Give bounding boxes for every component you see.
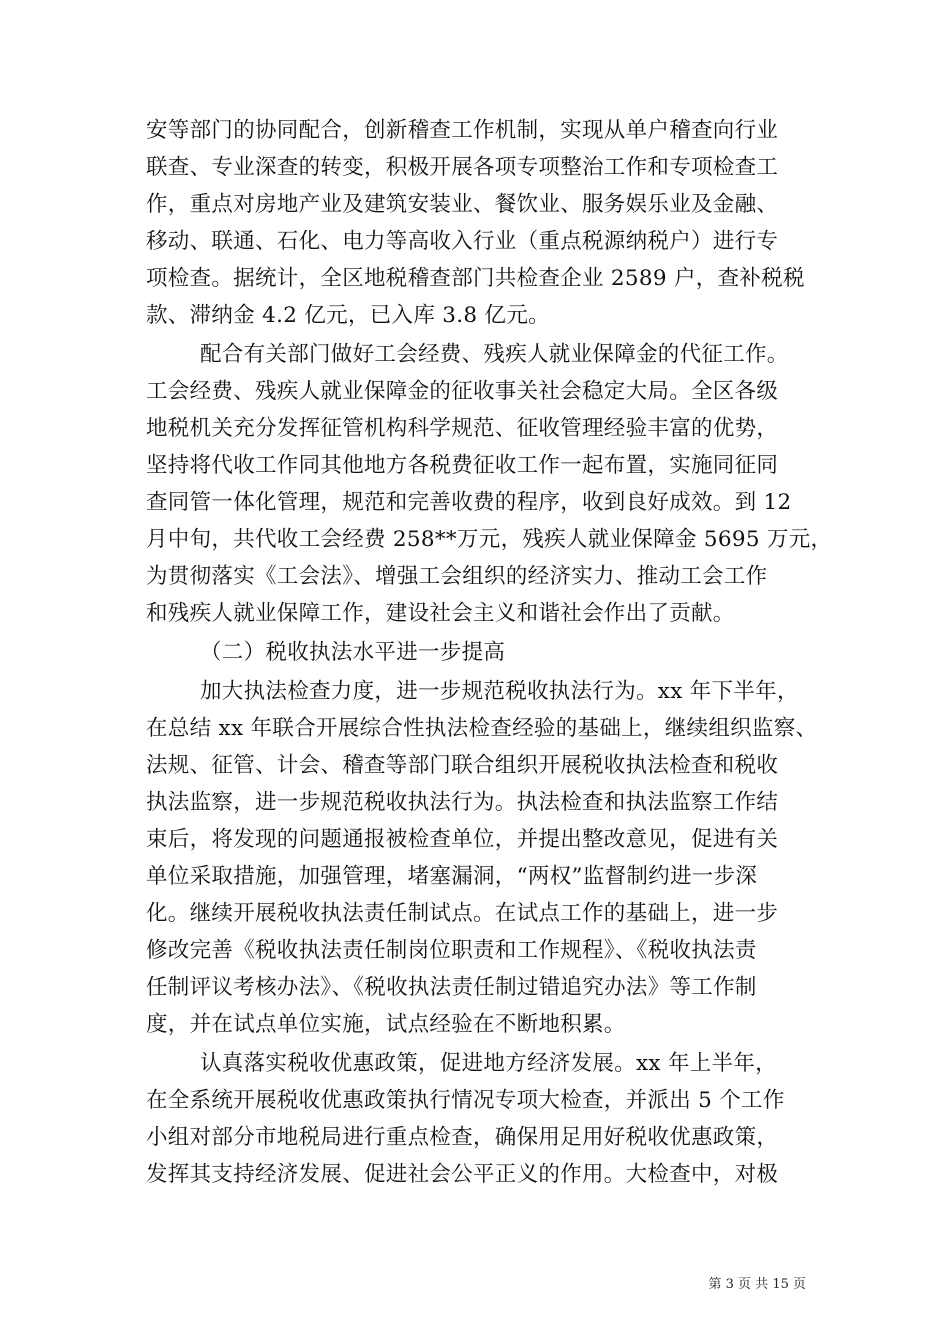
body-text-line: 化。继续开展税收执法责任制试点。在试点工作的基础上，进一步 bbox=[146, 901, 779, 926]
body-text-line: 度，并在试点单位实施，试点经验在不断地积累。 bbox=[146, 1012, 626, 1037]
body-text-line: 在全系统开展税收优惠政策执行情况专项大检查，并派出 5 个工作 bbox=[146, 1088, 785, 1113]
page-number-footer: 第 3 页 共 15 页 bbox=[708, 1277, 806, 1292]
body-text-line: 坚持将代收工作同其他地方各税费征收工作一起布置，实施同征同 bbox=[146, 453, 779, 478]
body-text-line: 单位采取措施，加强管理，堵塞漏洞，“两权”监督制约进一步深 bbox=[146, 864, 758, 889]
body-text-line: 查同管一体化管理，规范和完善收费的程序，收到良好成效。到 12 bbox=[146, 490, 792, 515]
body-text-line: 任制评议考核办法》、《税收执法责任制过错追究办法》等工作制 bbox=[146, 975, 757, 1000]
body-text-line: 法规、征管、计会、稽查等部门联合组织开展税收执法检查和税收 bbox=[146, 753, 779, 778]
body-text-line: 项检查。据统计，全区地税稽查部门共检查企业 2589 户，查补税税 bbox=[146, 266, 805, 291]
body-text-line: 月中旬，共代收工会经费 258**万元，残疾人就业保障金 5695 万元， bbox=[146, 527, 833, 552]
body-text-line: 执法监察，进一步规范税收执法行为。执法检查和执法监察工作结 bbox=[146, 790, 779, 815]
body-text-line: 在总结 xx 年联合开展综合性执法检查经验的基础上，继续组织监察、 bbox=[146, 716, 818, 741]
body-text-line: 地税机关充分发挥征管机构科学规范、征收管理经验丰富的优势， bbox=[146, 416, 779, 441]
body-text-line: 联查、专业深查的转变，积极开展各项专项整治工作和专项检查工 bbox=[146, 155, 779, 180]
body-text-line: 为贯彻落实《工会法》、增强工会组织的经济实力、推动工会工作 bbox=[146, 564, 768, 589]
section-heading: （二）税收执法水平进一步提高 bbox=[200, 640, 506, 665]
body-text-line: 款、滞纳金 4.2 亿元，已入库 3.8 亿元。 bbox=[146, 303, 550, 328]
body-text-line: 移动、联通、石化、电力等高收入行业（重点税源纳税户）进行专 bbox=[146, 229, 779, 254]
body-text-line: 认真落实税收优惠政策，促进地方经济发展。xx 年上半年， bbox=[200, 1051, 777, 1076]
body-text-line: 束后，将发现的问题通报被检查单位，并提出整改意见，促进有关 bbox=[146, 827, 779, 852]
body-text-line: 加大执法检查力度，进一步规范税收执法行为。xx 年下半年， bbox=[200, 679, 799, 704]
body-text-line: 配合有关部门做好工会经费、残疾人就业保障金的代征工作。 bbox=[200, 342, 789, 367]
body-text-line: 安等部门的协同配合，创新稽查工作机制，实现从单户稽查向行业 bbox=[146, 118, 779, 143]
body-text-line: 和残疾人就业保障工作，建设社会主义和谐社会作出了贡献。 bbox=[146, 601, 735, 626]
body-text-line: 工会经费、残疾人就业保障金的征收事关社会稳定大局。全区各级 bbox=[146, 379, 779, 404]
body-text-line: 作，重点对房地产业及建筑安装业、餐饮业、服务娱乐业及金融、 bbox=[146, 192, 779, 217]
body-text-line: 修改完善《税收执法责任制岗位职责和工作规程》、《税收执法责 bbox=[146, 938, 757, 963]
body-text-line: 发挥其支持经济发展、促进社会公平正义的作用。大检查中，对极 bbox=[146, 1162, 779, 1187]
body-text-line: 小组对部分市地税局进行重点检查，确保用足用好税收优惠政策， bbox=[146, 1125, 779, 1150]
